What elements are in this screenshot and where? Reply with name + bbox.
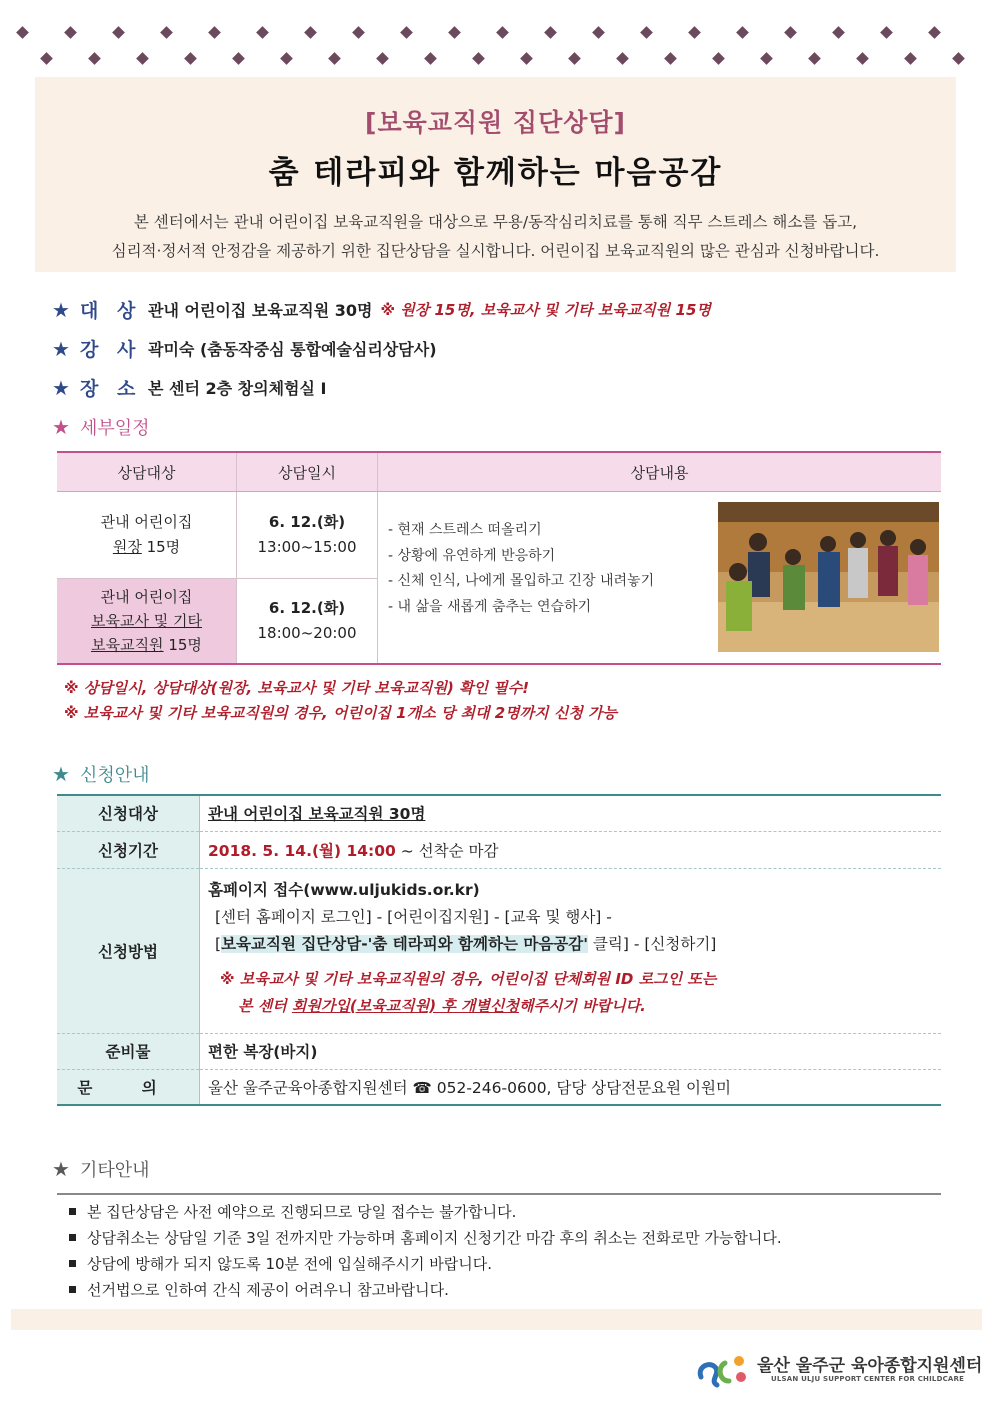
target-note: ※ 원장 15명, 보육교사 및 기타 보육교직원 15명 bbox=[380, 301, 711, 319]
etc-list bbox=[57, 1193, 941, 1311]
content-list bbox=[388, 518, 654, 620]
apply-period-rest: ~ 선착순 마감 bbox=[400, 841, 499, 860]
apply-period-date: 2018. 5. 14.(월) 14:00 bbox=[208, 841, 396, 860]
apply-section-title bbox=[52, 761, 150, 787]
list-item: - 현재 스트레스 떠올리기 bbox=[388, 522, 542, 538]
method-note2-underlined: 회원가입(보육교직원) 후 개별신청 bbox=[291, 996, 519, 1015]
apply-contact-value bbox=[200, 1069, 942, 1105]
apply-target-label: 신청대상 bbox=[57, 795, 200, 831]
etc-title: 기타안내 bbox=[80, 1160, 150, 1181]
row2-target-line1: 관내 어린이집 bbox=[100, 587, 193, 606]
row1-time: 13:00~15:00 bbox=[257, 538, 357, 556]
list-item: - 내 삶을 새롭게 춤추는 연습하기 bbox=[388, 598, 592, 615]
method-line-2: [센터 홈페이지 로그인] - [어린이집지원] - [교육 및 행사] - bbox=[215, 907, 612, 926]
row1-target-line1: 관내 어린이집 bbox=[100, 513, 193, 531]
row1-target bbox=[57, 492, 237, 579]
table-row bbox=[57, 1033, 941, 1069]
place-label: 장 소 bbox=[80, 378, 142, 400]
row2-target bbox=[57, 579, 237, 664]
contact-phone: ☎ 052-246-0600, 담당 상담전문요원 이원미 bbox=[412, 1078, 731, 1097]
contact-org: 울산 울주군육아종합지원센터 bbox=[208, 1078, 408, 1097]
row2-target-line3 bbox=[58, 633, 235, 657]
method-note2-a: 본 센터 bbox=[238, 996, 292, 1015]
org-name: 울산 울주군 육아종합지원센터 bbox=[757, 1356, 983, 1376]
list-item: 본 집단상담은 사전 예약으로 진행되므로 당일 접수는 불가합니다. bbox=[57, 1199, 941, 1225]
org-logo bbox=[695, 1347, 983, 1391]
subtitle: [보육교직원 집단상담] bbox=[365, 108, 626, 137]
list-item: 선거법으로 인하여 간식 제공이 어려우니 참고바랍니다. bbox=[57, 1277, 941, 1303]
apply-supplies-label: 준비물 bbox=[57, 1033, 200, 1069]
info-instructor bbox=[52, 335, 437, 362]
list-item: 상담에 방해가 되지 않도록 10분 전에 입실해주시기 바랍니다. bbox=[57, 1251, 941, 1277]
logo-mark-icon bbox=[695, 1347, 751, 1391]
col-header-datetime: 상담일시 bbox=[237, 452, 378, 492]
schedule-title: 세부일정 bbox=[80, 418, 150, 439]
etc-section-title bbox=[52, 1156, 150, 1182]
apply-method-label: 신청방법 bbox=[57, 868, 200, 1033]
instructor-value: 곽미숙 (춤동작중심 통합예술심리상담사) bbox=[148, 340, 437, 359]
target-value: 관내 어린이집 보육교직원 30명 bbox=[148, 301, 373, 320]
info-target bbox=[52, 296, 711, 323]
schedule-notes bbox=[64, 676, 617, 726]
row2-target-line2 bbox=[58, 609, 235, 633]
star-icon: ★ bbox=[52, 375, 70, 400]
method-line3-rest: 클릭] - [신청하기] bbox=[587, 934, 717, 953]
table-row bbox=[57, 868, 941, 1033]
method-highlight: 보육교직원 집단상담-'춤 테라피와 함께하는 마음공감' bbox=[221, 934, 588, 953]
row2-datetime bbox=[237, 579, 378, 664]
schedule-note-1: ※ 상담일시, 상담대상(원장, 보육교사 및 기타 보육교직원) 확인 필수! bbox=[64, 679, 530, 697]
apply-period-label: 신청기간 bbox=[57, 831, 200, 868]
dance-photo bbox=[718, 502, 939, 652]
table-row bbox=[57, 795, 941, 831]
star-icon: ★ bbox=[52, 415, 70, 439]
star-icon: ★ bbox=[52, 1157, 70, 1181]
row1-date: 6. 12.(화) bbox=[268, 513, 346, 531]
apply-target-value bbox=[200, 795, 942, 831]
apply-title: 신청안내 bbox=[80, 765, 150, 786]
org-name-en: ULSAN ULJU SUPPORT CENTER FOR CHILDCARE bbox=[771, 1375, 965, 1383]
place-value: 본 센터 2층 창의체험실 I bbox=[148, 379, 327, 398]
intro-text bbox=[35, 208, 956, 266]
method-note2-b: 해주시기 바랍니다. bbox=[518, 996, 646, 1015]
page-title: 춤 테라피와 함께하는 마음공감 bbox=[268, 155, 723, 191]
star-icon: ★ bbox=[52, 336, 70, 361]
apply-period-value bbox=[200, 831, 942, 868]
apply-table bbox=[57, 794, 941, 1106]
apply-supplies-value: 편한 복장(바지) bbox=[200, 1033, 942, 1069]
row1-target-count: 15명 bbox=[141, 538, 181, 556]
star-icon: ★ bbox=[52, 297, 70, 322]
intro-line-1: 본 센터에서는 관내 어린이집 보육교직원을 대상으로 무용/동작심리치료를 통해 직무 스트레스 해소를 돕고, bbox=[133, 213, 858, 231]
intro-line-2: 심리적·정서적 안정감을 제공하기 위한 집단상담을 실시합니다. 어린이집 보육교직원의 많은 관심과 신청바랍니다. bbox=[111, 242, 880, 260]
table-row bbox=[57, 1069, 941, 1105]
table-row bbox=[57, 492, 941, 579]
list-item: 상담취소는 상담일 기준 3일 전까지만 가능하며 홈페이지 신청기간 마감 후의 취소는 전화로만 가능합니다. bbox=[57, 1225, 941, 1251]
row2-target-underlined: 보육교사 및 기타 bbox=[91, 611, 202, 630]
schedule-note-2: ※ 보육교사 및 기타 보육교직원의 경우, 어린이집 1개소 당 최대 2명까지 신청 가능 bbox=[64, 704, 618, 722]
footer-band bbox=[11, 1309, 982, 1330]
table-row bbox=[57, 831, 941, 868]
apply-target-text: 관내 어린이집 보육교직원 30명 bbox=[208, 805, 426, 824]
info-place bbox=[52, 374, 326, 401]
row1-target-underlined: 원장 bbox=[112, 538, 142, 556]
header-box bbox=[35, 77, 956, 272]
method-line-1: 홈페이지 접수(www.uljukids.or.kr) bbox=[208, 880, 480, 899]
col-header-target: 상담대상 bbox=[57, 452, 237, 492]
schedule-table bbox=[57, 451, 941, 665]
row2-target-count: 15명 bbox=[163, 635, 202, 654]
method-bracket: [ bbox=[215, 934, 222, 953]
row2-time: 18:00~20:00 bbox=[257, 623, 357, 642]
instructor-label: 강 사 bbox=[80, 339, 142, 361]
list-item: - 신체 인식, 나에게 몰입하고 긴장 내려놓기 bbox=[388, 573, 655, 589]
method-note-2 bbox=[208, 993, 940, 1020]
apply-method-value bbox=[200, 868, 942, 1033]
row1-datetime bbox=[237, 492, 378, 579]
star-icon: ★ bbox=[52, 762, 70, 786]
col-header-content: 상담내용 bbox=[378, 452, 942, 492]
method-note-1: ※ 보육교사 및 기타 보육교직원의 경우, 어린이집 단체회원 ID 로그인 또는 bbox=[220, 969, 717, 988]
decorative-dots bbox=[18, 24, 978, 68]
list-item: - 상황에 유연하게 반응하기 bbox=[388, 547, 556, 564]
method-line-3 bbox=[208, 931, 940, 958]
target-label: 대 상 bbox=[80, 300, 142, 322]
content-cell bbox=[378, 492, 942, 664]
apply-contact-label: 문 의 bbox=[57, 1069, 200, 1105]
row2-target-underlined-2: 보육교직원 bbox=[91, 635, 164, 654]
schedule-section-title bbox=[52, 414, 150, 440]
row1-target-line2 bbox=[58, 535, 235, 560]
row2-date: 6. 12.(화) bbox=[268, 598, 346, 617]
